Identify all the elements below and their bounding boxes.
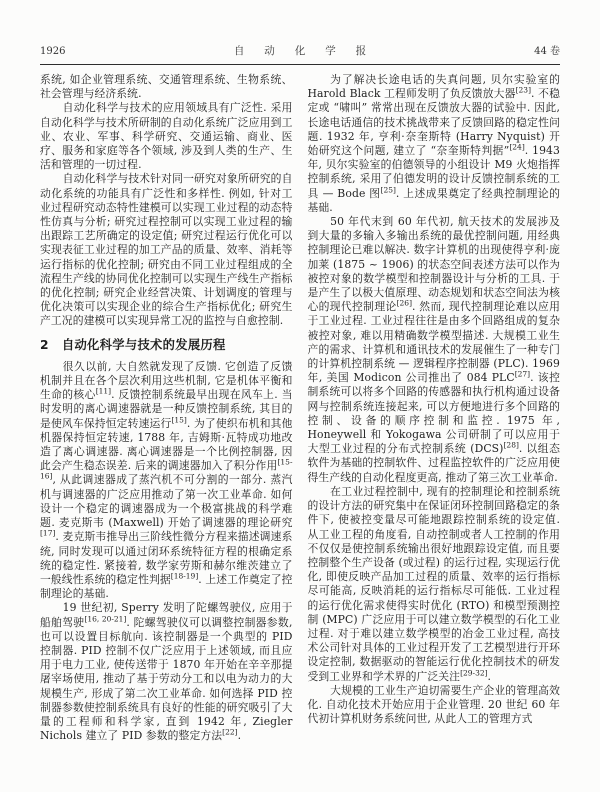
citation-ref: [18-19] xyxy=(170,571,199,581)
citation-ref: [25] xyxy=(380,185,396,195)
citation-ref: [23] xyxy=(515,85,532,95)
citation-ref: [17] xyxy=(40,528,56,538)
paragraph: 自动化科学与技术针对同一研究对象所研究的自动化系统的功能具有广泛性和多样性. 例如, 针对工业过程研究动态特性建模可以实现工业过程的动态特性仿真与分析; 研究过程控制可以实现工业过程的输出跟踪工艺所确定的设定值; 研究过程运行优化可以实现表征工业过程的加工产品的质量、效率、消耗等运行指标的优化控制; 研究由不同工业过程组成的全流程生产线的协同优化控制可以实现生产线生产指标的优化控制; 研究企业经营决策、计划调度的管理与优化决策可以实现企业的综合生产指标优化; 研究生产工况的建模可以实现异常工况的监控与自愈控制. xyxy=(40,172,293,328)
citation-ref: [28] xyxy=(503,440,519,450)
header-rule xyxy=(40,64,560,65)
citation-ref: [15] xyxy=(171,415,187,425)
citation-ref: [22] xyxy=(222,727,238,737)
journal-title: 自动化学报 xyxy=(233,45,387,57)
paragraph: 为了解决长途电话的失真问题, 贝尔实验室的 Harold Black 工程师发明了负反馈放大器[23]. 不稳定或 “啸叫” 常常出现在反馈放大器的试验中. 因此, 长途电话通信的技术挑战带来了反馈回路的稳定性问题. 1932 年, 亨利·奈奎斯特 (Harry Nyquist) 开始研究这个问题, 建立了 “奈奎斯特判据”[24]. 1943 年, 贝尔实验室的伯德领导的小组设计 M9 火炮指挥控制系统, 采用了伯德发明的设计反馈控制系统的工具 — Bode 图[25]. 上述成果奠定了经典控制理论的基础. xyxy=(307,73,561,214)
page-number: 1926 xyxy=(40,46,66,57)
citation-ref: [27] xyxy=(514,369,531,379)
section-title: 自动化科学与技术的发展历程 xyxy=(61,337,226,352)
citation-ref: [11] xyxy=(95,386,112,396)
paragraph: 系统, 如企业管理系统、交通管理系统、生物系统、社会管理与经济系统. xyxy=(40,73,293,101)
paragraph: 大规模的工业生产迫切需要生产企业的管理高效化. 自动化技术开始应用于企业管理. 20 世纪 60 年代初计算机财务系统问世, 从此人工的管理方式 xyxy=(307,683,560,726)
paragraph: 19 世纪初, Sperry 发明了陀螺驾驶仪, 应用于船舶驾驶[16, 20-21]. 陀螺驾驶仪可以调整控制器参数, 也可以设置目标航向. 该控制器是一个典型的 PID 控制器. PID 控制不仅广泛应用于上述领域, 而且应用于电力工业, 使传送带于 1870 年开始在辛辛那提屠宰场使用, 推动了基于劳动分工和以电为动力的大规模生产, 形成了第二次工业革命. 如何选择 PID 控制器参数使控制系统具有良好的性能的研究吸引了大量的工程师和科学家, 直到 1942 年, Ziegler Nichols 建立了 PID 参数的整定方法[22]. xyxy=(40,601,293,743)
page-header xyxy=(40,42,560,58)
section-number: 2 xyxy=(40,337,49,352)
citation-ref: [29-32] xyxy=(460,667,488,677)
citation-ref: [26] xyxy=(396,298,412,308)
paragraph: 很久以前, 大自然就发现了反馈. 它创造了反馈机制并且在各个层次利用这些机制, 它是机体平衡和生命的核心[11]. 反馈控制系统最早出现在风车上. 当时发明的离心调速器就是一种反馈控制系统, 其目的是使风车保持恒定转速运行[15]. 为了使织布机和其他机器保持恒定转速, 1788 年, 吉姆斯·瓦特成功地改造了离心调速器. 离心调速器是一个比例控制器, 因此会产生稳态误差. 后来的调速器加入了积分作用[15-16], 从此调速器成了蒸汽机不可分割的一部分. 蒸汽机与调速器的广泛应用推动了第一次工业革命. 如何设计一个稳定的调速器成为一个极富挑战的科学难题. 麦克斯韦 (Maxwell) 开始了调速器的理论研究[17]. 麦克斯韦推导出三阶线性微分方程来描述调速系统, 同时发现可以通过闭环系统特征方程的根确定系统的稳定性. 紧接着, 数学家劳斯和赫尔维茨建立了一般线性系统的稳定性判据[18-19]. 上述工作奠定了控制理论的基础. xyxy=(40,359,293,601)
citation-ref: [16, 20-21] xyxy=(84,613,127,623)
article-body xyxy=(40,73,560,743)
paragraph: 在工业过程控制中, 现有的控制理论和控制系统的设计方法的研究集中在保证闭环控制回路稳定的条件下, 使被控变量尽可能地跟踪控制系统的设定值. 从工业工程的角度看, 自动控制或者人工控制的作用不仅仅是使控制系统输出很好地跟踪设定值, 而且要控制整个生产设备 (或过程) 的运行过程, 实现运行优化, 即使反映产品加工过程的质量、效率的运行指标尽可能高, 反映消耗的运行指标尽可能低. 工业过程的运行优化需求使得实时优化 (RTO) 和模型预测控制 (MPC) 广泛应用于可以建立数学模型的石化工业过程. 对于难以建立数学模型的冶金工业过程, 高技术公司针对具体的工业过程开发了工艺模型进行开环设定控制, 数据驱动的智能运行优化控制技术的研发受到工业界和学术界的广泛关注[29-32]. xyxy=(307,484,560,683)
paragraph: 自动化科学与技术的应用领域具有广泛性. 采用自动化科学与技术所研制的自动化系统广泛应用到工业、农业、军事、科学研究、交通运输、商业、医疗、服务和家庭等各个领域, 涉及到人类的生产、生活和管理的一切过程. xyxy=(40,101,293,172)
volume-label: 44 卷 xyxy=(534,46,560,57)
citation-ref: [24] xyxy=(509,142,525,152)
paragraph: 50 年代末到 60 年代初, 航天技术的发展涉及到大量的多输入多输出系统的最优控制问题, 用经典控制理论已难以解决. 数字计算机的出现使得亨利·庞加莱 (1875 ~ 1906) 的状态空间表述方法可以作为被控对象的数学模型和控制器设计与分析的工具. 于是产生了以极大值原理、动态规划和状态空间法为核心的现代控制理论[26]. 然而, 现代控制理论难以应用于工业过程. 工业过程往往是由多个回路组成的复杂被控对象, 难以用精确数学模型描述. 大规模工业生产的需求、计算机和通讯技术的发展催生了一种专门的计算机控制系统 — 逻辑程序控制器 (PLC). 1969 年, 美国 Modicon 公司推出了 084 PLC[27]. 该控制系统可以将多个回路的传感器和执行机构通过设备网与控制系统连接起来, 可以方便地进行多个回路的控制、设备的顺序控制和监控. 1975 年, Honeywell 和 Yokogawa 公司研制了可以应用于大型工业过程的分布式控制系统 (DCS)[28]. 以组态软件为基础的控制软件、过程监控软件的广泛应用使得生产线的自动化程度更高, 推动了第三次工业革命. xyxy=(307,215,561,484)
section-heading xyxy=(40,338,293,352)
left-column xyxy=(40,73,293,743)
right-column xyxy=(308,73,561,743)
citation-ref: [15-16] xyxy=(40,457,293,481)
